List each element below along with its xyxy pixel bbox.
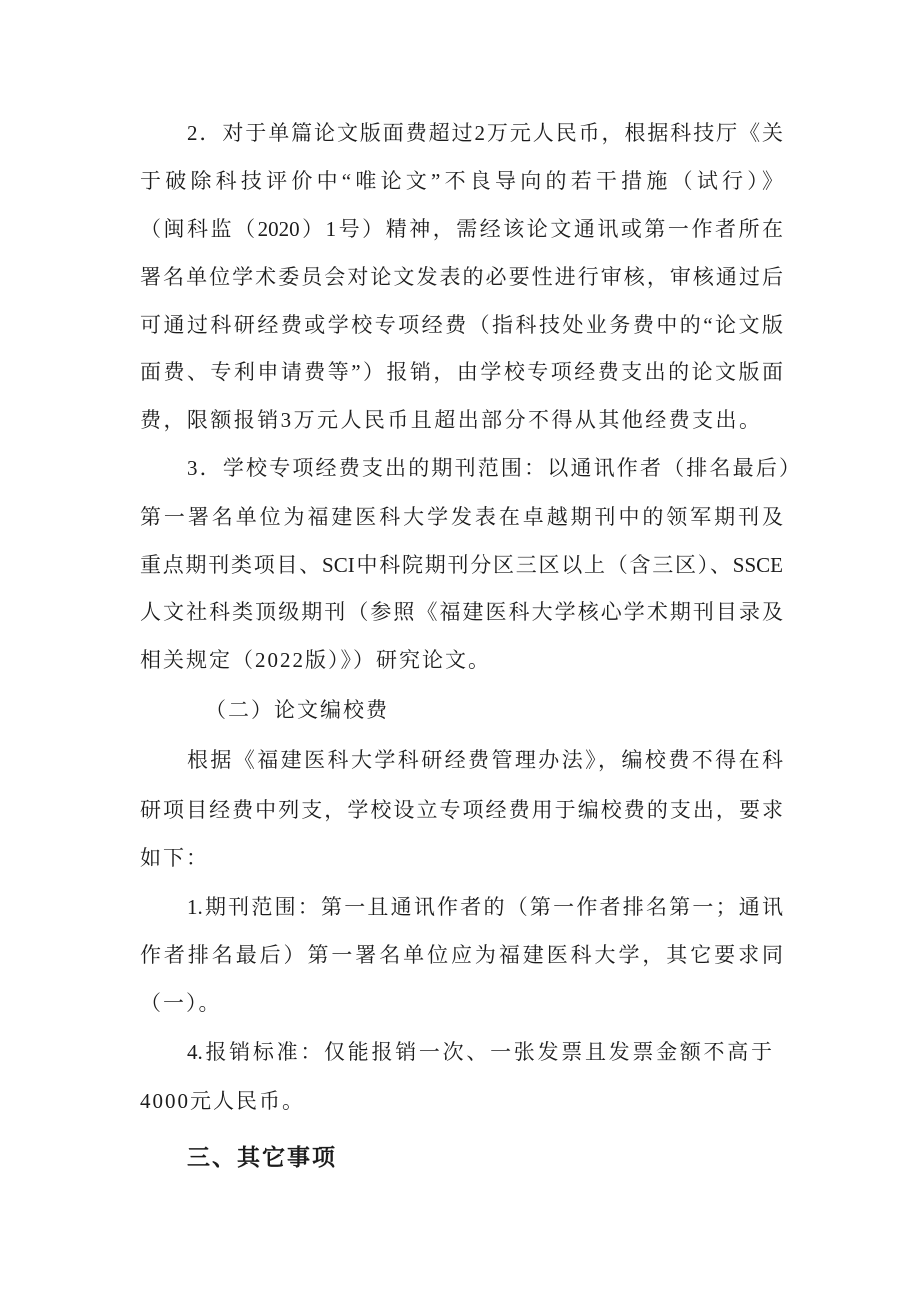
- paragraph-line: 如下：: [140, 846, 209, 870]
- paragraph-line: 于破除科技评价中“唯论文”不良导向的若干措施（试行）》: [140, 169, 783, 193]
- paragraph-line: （一）。: [140, 991, 222, 1015]
- paragraph-line: 4.报销标准：仅能报销一次、一张发票且发票金额不高于: [187, 1040, 772, 1064]
- paragraph-line: 研项目经费中列支，学校设立专项经费用于编校费的支出，要求: [140, 798, 783, 822]
- paragraph-line: （闽科监（2020）1号）精神，需经该论文通讯或第一作者所在: [140, 217, 783, 241]
- paragraph-line: 作者排名最后）第一署名单位应为福建医科大学，其它要求同: [140, 943, 783, 967]
- section-heading-other-matters: 三、其它事项: [187, 1145, 337, 1170]
- paragraph-line: 相关规定（2022版）》）研究论文。: [140, 648, 491, 672]
- paragraph-line: 面费、专利申请费等”）报销，由学校专项经费支出的论文版面: [140, 360, 783, 384]
- paragraph-line: 署名单位学术委员会对论文发表的必要性进行审核，审核通过后: [140, 265, 783, 289]
- paragraph-line: 重点期刊类项目、SCI中科院期刊分区三区以上（含三区）、SSCE: [140, 553, 783, 577]
- subheading-editing-fee: （二）论文编校费: [205, 698, 389, 722]
- paragraph-line: 4000元人民币。: [140, 1089, 305, 1113]
- paragraph-line: 第一署名单位为福建医科大学发表在卓越期刊中的领军期刊及: [140, 505, 783, 529]
- paragraph-line: 人文社科类顶级期刊（参照《福建医科大学核心学术期刊目录及: [140, 600, 783, 624]
- paragraph-line: 3．学校专项经费支出的期刊范围：以通讯作者（排名最后）: [187, 456, 800, 480]
- paragraph-line: 可通过科研经费或学校专项经费（指科技处业务费中的“论文版: [140, 313, 783, 337]
- paragraph-line: 1.期刊范围：第一且通讯作者的（第一作者排名第一；通讯: [187, 895, 783, 919]
- paragraph-line: 费，限额报销3万元人民币且超出部分不得从其他经费支出。: [140, 408, 760, 432]
- paragraph-line: 根据《福建医科大学科研经费管理办法》，编校费不得在科: [187, 748, 783, 772]
- paragraph-line: 2．对于单篇论文版面费超过2万元人民币，根据科技厅《关: [187, 121, 783, 145]
